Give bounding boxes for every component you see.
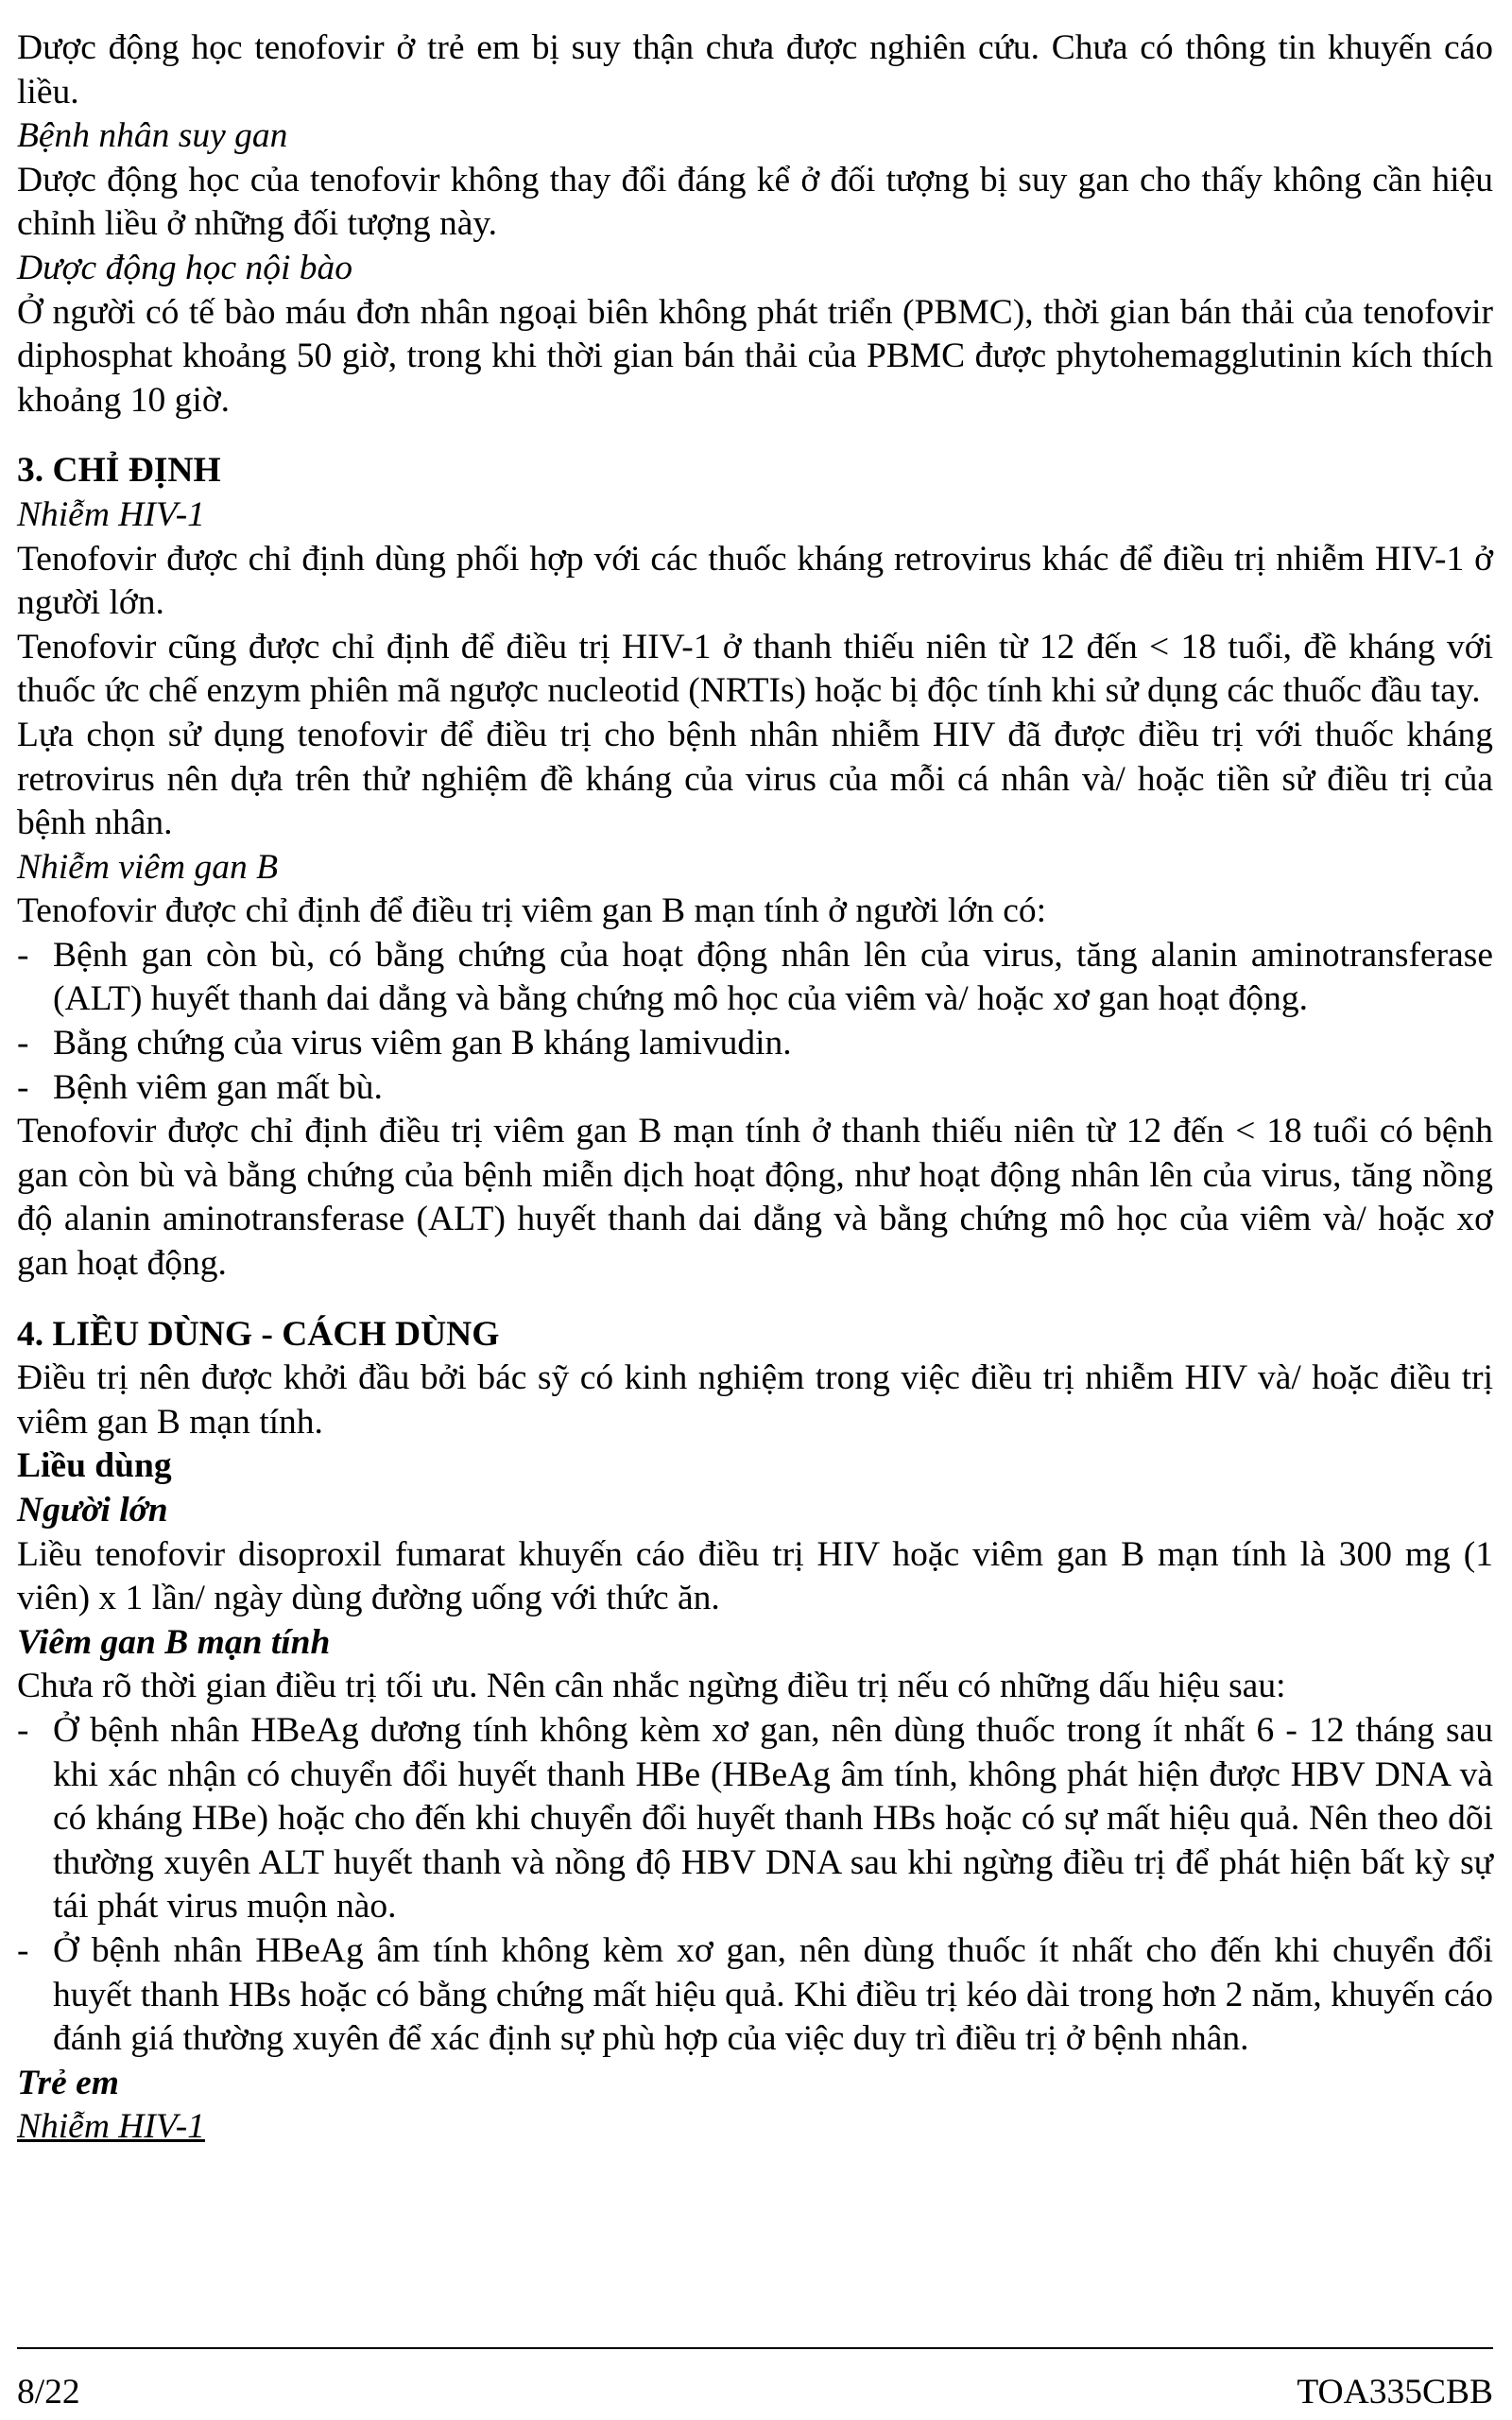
paragraph-hiv-selection: Lựa chọn sử dụng tenofovir để điều trị cho bệnh nhân nhiễm HIV đã được điều trị với thuốc kháng retrovirus nên dựa trên thử nghiệm đề kháng của virus của mỗi cá nhân và/ hoặc tiền sử điều trị của bệnh nhân. <box>17 715 1493 843</box>
list-item: - Ở bệnh nhân HBeAg dương tính không kèm xơ gan, nên dùng thuốc trong ít nhất 6 - 12 tháng sau khi xác nhận có chuyển đổi huyết thanh HBe (HBeAg âm tính, không phát hiện được HBV DNA và có kháng HBe) hoặc cho đến khi chuyển đổi huyết thanh HBs hoặc có sự mất hiệu quả. Nên theo dõi thường xuyên ALT huyết thanh và nồng độ HBV DNA sau khi ngừng điều trị để phát hiện bất kỳ sự tái phát virus muộn nào. <box>17 1709 1493 1929</box>
subheading-adults: Người lớn <box>17 1491 168 1530</box>
list-item: - Bằng chứng của virus viêm gan B kháng lamivudin. <box>17 1022 1493 1066</box>
section-title-dosage: 4. LIỀU DÙNG - CÁCH DÙNG <box>17 1314 500 1354</box>
hbv-indications-list <box>17 934 1493 1110</box>
subheading-chronic-hbv: Viêm gan B mạn tính <box>17 1622 331 1662</box>
subheading-hiv-infection: Nhiễm HIV-1 <box>17 494 205 534</box>
discontinuation-list <box>17 1709 1493 2062</box>
subheading-children: Trẻ em <box>17 2063 119 2102</box>
paragraph-hbv-adults: Tenofovir được chỉ định để điều trị viêm gan B mạn tính ở người lớn có: <box>17 891 1047 931</box>
paragraph-dosage-intro: Điều trị nên được khởi đầu bởi bác sỹ có kinh nghiệm trong việc điều trị nhiễm HIV và/ hoặc điều trị viêm gan B mạn tính. <box>17 1358 1493 1442</box>
subheading-hepatic-impairment: Bệnh nhân suy gan <box>17 116 288 156</box>
subheading-dosage: Liều dùng <box>17 1446 172 1486</box>
subheading-children-hiv: Nhiễm HIV-1 <box>17 2107 205 2147</box>
list-item: - Bệnh viêm gan mất bù. <box>17 1066 1493 1111</box>
list-item: - Ở bệnh nhân HBeAg âm tính không kèm xơ gan, nên dùng thuốc ít nhất cho đến khi chuyển đổi huyết thanh HBs hoặc có bằng chứng mất hiệu quả. Khi điều trị kéo dài trong hơn 2 năm, khuyến cáo đánh giá thường xuyên để xác định sự phù hợp của việc duy trì điều trị ở bệnh nhân. <box>17 1929 1493 2062</box>
subheading-intracellular-pk: Dược động học nội bào <box>17 248 353 287</box>
paragraph-pk-renal-children: Dược động học tenofovir ở trẻ em bị suy thận chưa được nghiên cứu. Chưa có thông tin khuyến cáo liều. <box>17 28 1493 112</box>
page-number: 8/22 <box>17 2373 80 2411</box>
subheading-hbv-infection: Nhiễm viêm gan B <box>17 847 278 887</box>
document-page <box>17 26 1493 2150</box>
section-title-indications: 3. CHỈ ĐỊNH <box>17 451 221 491</box>
document-code: TOA335CBB <box>1297 2373 1493 2411</box>
paragraph-pk-hepatic: Dược động học của tenofovir không thay đổi đáng kể ở đối tượng bị suy gan cho thấy không cần hiệu chỉnh liều ở những đối tượng này. <box>17 160 1493 244</box>
paragraph-adult-dose: Liều tenofovir disoproxil fumarat khuyến cáo điều trị HIV hoặc viêm gan B mạn tính là 300 mg (1 viên) x 1 lần/ ngày dùng đường uống với thức ăn. <box>17 1534 1493 1618</box>
page-footer <box>17 2372 1493 2413</box>
footer-divider <box>17 2347 1493 2349</box>
paragraph-treatment-duration: Chưa rõ thời gian điều trị tối ưu. Nên cân nhắc ngừng điều trị nếu có những dấu hiệu sau: <box>17 1667 1286 1706</box>
paragraph-hiv-adolescents: Tenofovir cũng được chỉ định để điều trị HIV-1 ở thanh thiếu niên từ 12 đến < 18 tuổi, đề kháng với thuốc ức chế enzym phiên mã ngược nucleotid (NRTIs) hoặc bị độc tính khi sử dụng các thuốc đầu tay. <box>17 627 1493 711</box>
paragraph-hiv-adults: Tenofovir được chỉ định dùng phối hợp với các thuốc kháng retrovirus khác để điều trị nhiễm HIV-1 ở người lớn. <box>17 539 1493 623</box>
list-item: - Bệnh gan còn bù, có bằng chứng của hoạt động nhân lên của virus, tăng alanin aminotransferase (ALT) huyết thanh dai dẳng và bằng chứng mô học của viêm và/ hoặc xơ gan hoạt động. <box>17 934 1493 1022</box>
paragraph-intracellular-pk: Ở người có tế bào máu đơn nhân ngoại biên không phát triển (PBMC), thời gian bán thải của tenofovir diphosphat khoảng 50 giờ, trong khi thời gian bán thải của PBMC được phytohemagglutinin kích thích khoảng 10 giờ. <box>17 292 1493 420</box>
paragraph-hbv-adolescents: Tenofovir được chỉ định điều trị viêm gan B mạn tính ở thanh thiếu niên từ 12 đến < 18 tuổi có bệnh gan còn bù và bằng chứng của bệnh miễn dịch hoạt động, như hoạt động nhân lên của virus, tăng nồng độ alanin aminotransferase (ALT) huyết thanh dai dẳng và bằng chứng mô học của viêm và/ hoặc xơ gan hoạt động. <box>17 1112 1493 1284</box>
